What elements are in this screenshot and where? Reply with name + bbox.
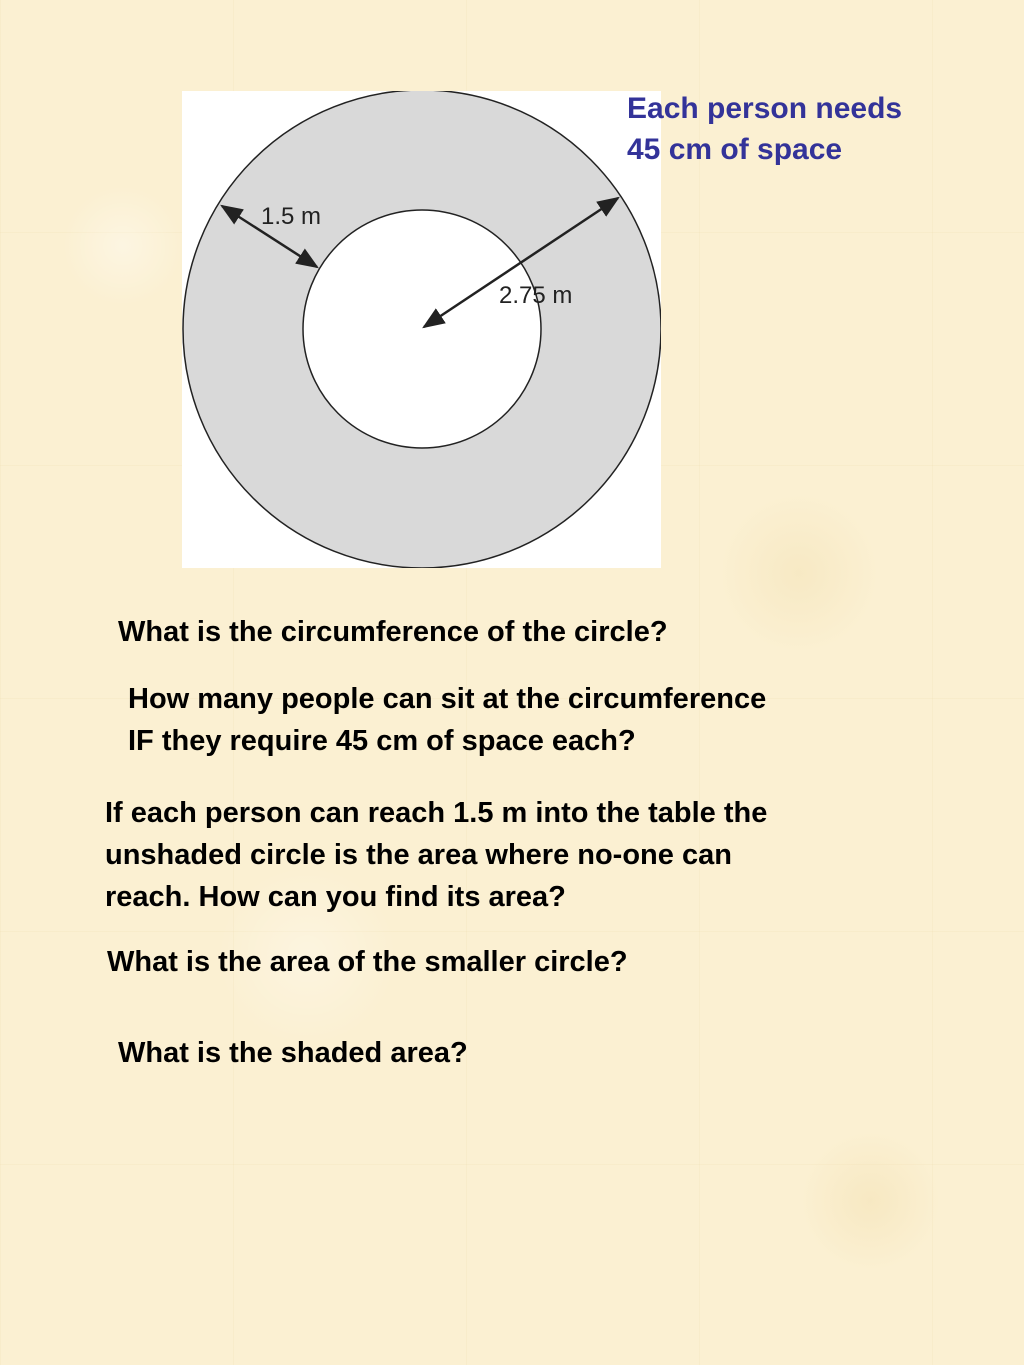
circle-diagram xyxy=(182,91,661,568)
question-text-line-2: IF they require 45 cm of space each? xyxy=(128,725,636,757)
inner-circle xyxy=(303,210,541,448)
question-text-line-3: reach. How can you find its area? xyxy=(105,881,566,913)
question-text-line-1: If each person can reach 1.5 m into the table the xyxy=(105,797,768,829)
question-people-count xyxy=(128,678,766,762)
question-circumference xyxy=(118,611,668,653)
question-shaded-area xyxy=(118,1032,468,1074)
question-text: What is the area of the smaller circle? xyxy=(107,946,628,978)
note-line-1: Each person needs xyxy=(627,92,903,125)
question-text: What is the circumference of the circle? xyxy=(118,616,668,648)
annulus-figure xyxy=(182,91,661,568)
question-text: What is the shaded area? xyxy=(118,1037,468,1069)
question-smaller-circle-area xyxy=(107,941,628,983)
radius-label: 2.75 m xyxy=(499,282,573,309)
width-label: 1.5 m xyxy=(261,203,322,230)
space-requirement-note xyxy=(627,88,902,170)
question-unshaded-area xyxy=(105,792,767,918)
note-line-2: 45 cm of space xyxy=(627,133,843,166)
question-text-line-2: unshaded circle is the area where no-one can xyxy=(105,839,732,871)
question-text-line-1: How many people can sit at the circumference xyxy=(128,683,767,715)
